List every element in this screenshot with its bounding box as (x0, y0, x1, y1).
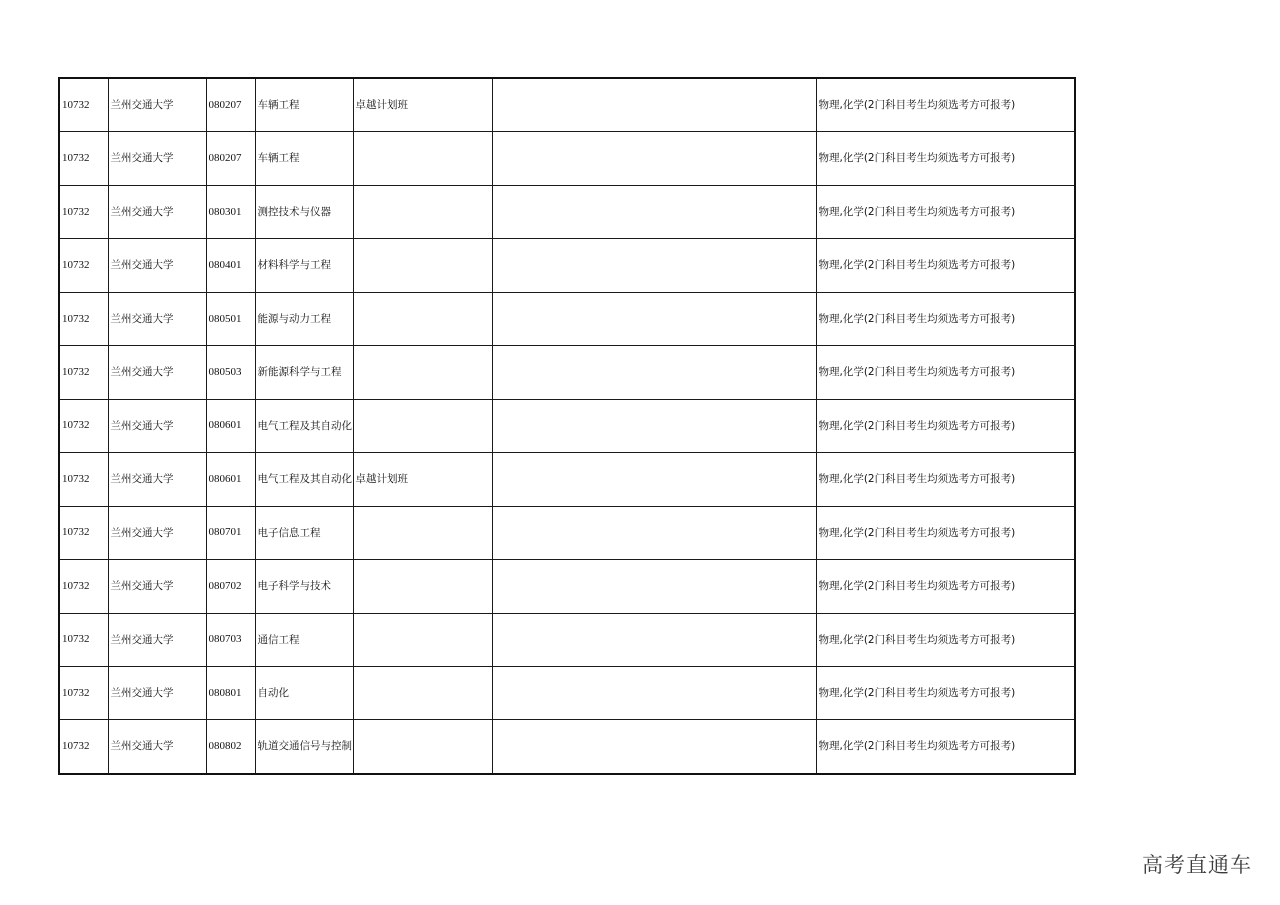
school-name-cell: 兰州交通大学 (108, 239, 206, 292)
major-name-cell: 车辆工程 (255, 132, 353, 185)
major-name-cell: 电气工程及其自动化 (255, 399, 353, 452)
class-note-cell (353, 132, 492, 185)
school-code-cell: 10732 (59, 239, 108, 292)
school-code-cell: 10732 (59, 185, 108, 238)
table-row (59, 613, 1075, 666)
school-name-cell: 兰州交通大学 (108, 185, 206, 238)
table-row (59, 506, 1075, 559)
major-code-cell: 080703 (206, 613, 255, 666)
school-name-cell: 兰州交通大学 (108, 346, 206, 399)
table-row (59, 666, 1075, 719)
major-code-cell: 080601 (206, 453, 255, 506)
major-name-cell: 新能源科学与工程 (255, 346, 353, 399)
table-row (59, 292, 1075, 345)
table-row (59, 78, 1075, 132)
school-name-cell: 兰州交通大学 (108, 666, 206, 719)
school-code-cell: 10732 (59, 132, 108, 185)
school-code-cell: 10732 (59, 453, 108, 506)
remark-cell (492, 666, 816, 719)
major-code-cell: 080802 (206, 720, 255, 774)
school-name-cell: 兰州交通大学 (108, 506, 206, 559)
subject-requirement-cell: 物理,化学(2门科目考生均须选考方可报考) (816, 453, 1075, 506)
school-code-cell: 10732 (59, 720, 108, 774)
subject-requirement-cell: 物理,化学(2门科目考生均须选考方可报考) (816, 185, 1075, 238)
class-note-cell (353, 720, 492, 774)
major-code-cell: 080701 (206, 506, 255, 559)
remark-cell (492, 239, 816, 292)
subject-requirement-cell: 物理,化学(2门科目考生均须选考方可报考) (816, 613, 1075, 666)
table-body (59, 78, 1075, 774)
school-code-cell: 10732 (59, 506, 108, 559)
remark-cell (492, 78, 816, 132)
major-name-cell: 车辆工程 (255, 78, 353, 132)
school-code-cell: 10732 (59, 346, 108, 399)
major-code-cell: 080601 (206, 399, 255, 452)
table-row (59, 453, 1075, 506)
table-row (59, 132, 1075, 185)
school-code-cell: 10732 (59, 78, 108, 132)
major-code-cell: 080401 (206, 239, 255, 292)
school-code-cell: 10732 (59, 399, 108, 452)
subject-requirement-cell: 物理,化学(2门科目考生均须选考方可报考) (816, 560, 1075, 613)
subject-requirement-cell: 物理,化学(2门科目考生均须选考方可报考) (816, 132, 1075, 185)
school-name-cell: 兰州交通大学 (108, 132, 206, 185)
class-note-cell (353, 560, 492, 613)
table-row (59, 399, 1075, 452)
school-code-cell: 10732 (59, 560, 108, 613)
class-note-cell (353, 239, 492, 292)
major-code-cell: 080503 (206, 346, 255, 399)
class-note-cell (353, 613, 492, 666)
watermark-text: 高考直通车 (1142, 853, 1252, 877)
school-name-cell: 兰州交通大学 (108, 399, 206, 452)
school-name-cell: 兰州交通大学 (108, 613, 206, 666)
class-note-cell (353, 506, 492, 559)
school-name-cell: 兰州交通大学 (108, 720, 206, 774)
remark-cell (492, 453, 816, 506)
school-name-cell: 兰州交通大学 (108, 560, 206, 613)
major-name-cell: 轨道交通信号与控制 (255, 720, 353, 774)
remark-cell (492, 613, 816, 666)
subject-requirement-cell: 物理,化学(2门科目考生均须选考方可报考) (816, 666, 1075, 719)
major-code-cell: 080801 (206, 666, 255, 719)
remark-cell (492, 399, 816, 452)
remark-cell (492, 132, 816, 185)
class-note-cell (353, 399, 492, 452)
remark-cell (492, 292, 816, 345)
class-note-cell (353, 292, 492, 345)
school-name-cell: 兰州交通大学 (108, 78, 206, 132)
class-note-cell (353, 346, 492, 399)
table-row (59, 239, 1075, 292)
class-note-cell: 卓越计划班 (353, 78, 492, 132)
remark-cell (492, 506, 816, 559)
major-name-cell: 能源与动力工程 (255, 292, 353, 345)
school-code-cell: 10732 (59, 613, 108, 666)
major-name-cell: 材料科学与工程 (255, 239, 353, 292)
major-name-cell: 电子科学与技术 (255, 560, 353, 613)
major-name-cell: 电气工程及其自动化 (255, 453, 353, 506)
major-code-cell: 080207 (206, 132, 255, 185)
major-name-cell: 自动化 (255, 666, 353, 719)
major-name-cell: 通信工程 (255, 613, 353, 666)
major-code-cell: 080207 (206, 78, 255, 132)
major-name-cell: 测控技术与仪器 (255, 185, 353, 238)
enrollment-table (58, 77, 1076, 775)
table-row (59, 185, 1075, 238)
remark-cell (492, 720, 816, 774)
school-code-cell: 10732 (59, 292, 108, 345)
subject-requirement-cell: 物理,化学(2门科目考生均须选考方可报考) (816, 78, 1075, 132)
class-note-cell (353, 185, 492, 238)
major-name-cell: 电子信息工程 (255, 506, 353, 559)
table-row (59, 560, 1075, 613)
major-code-cell: 080301 (206, 185, 255, 238)
major-code-cell: 080501 (206, 292, 255, 345)
table-row (59, 346, 1075, 399)
subject-requirement-cell: 物理,化学(2门科目考生均须选考方可报考) (816, 292, 1075, 345)
subject-requirement-cell: 物理,化学(2门科目考生均须选考方可报考) (816, 239, 1075, 292)
subject-requirement-cell: 物理,化学(2门科目考生均须选考方可报考) (816, 399, 1075, 452)
class-note-cell: 卓越计划班 (353, 453, 492, 506)
subject-requirement-cell: 物理,化学(2门科目考生均须选考方可报考) (816, 720, 1075, 774)
table-row (59, 720, 1075, 774)
school-code-cell: 10732 (59, 666, 108, 719)
remark-cell (492, 560, 816, 613)
subject-requirement-cell: 物理,化学(2门科目考生均须选考方可报考) (816, 346, 1075, 399)
remark-cell (492, 346, 816, 399)
school-name-cell: 兰州交通大学 (108, 292, 206, 345)
remark-cell (492, 185, 816, 238)
class-note-cell (353, 666, 492, 719)
major-code-cell: 080702 (206, 560, 255, 613)
school-name-cell: 兰州交通大学 (108, 453, 206, 506)
subject-requirement-cell: 物理,化学(2门科目考生均须选考方可报考) (816, 506, 1075, 559)
